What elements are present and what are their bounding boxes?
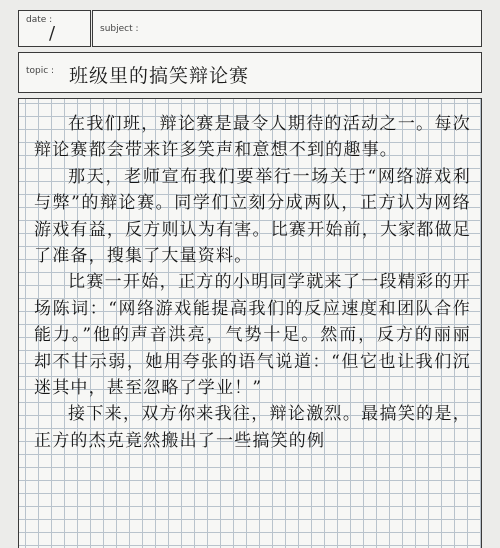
topic-title: 班级里的搞笑辩论赛 [69, 65, 250, 87]
paragraph-4: 接下来，双方你来我往，辩论激烈。最搞笑的是，正方的杰克竟然搬出了一些搞笑的例 [34, 404, 471, 451]
essay-body [34, 111, 471, 454]
subject-label: subject : [100, 24, 139, 34]
grid-paper [18, 98, 482, 548]
date-value: / [49, 23, 56, 44]
subject-field [92, 10, 482, 47]
topic-label: topic : [26, 66, 55, 76]
paragraph-1: 在我们班，辩论赛是最令人期待的活动之一。每次辩论赛都会带来许多笑声和意想不到的趣事。 [34, 114, 471, 161]
topic-field [18, 52, 482, 93]
paragraph-2: 那天，老师宣布我们要举行一场关于“网络游戏利与弊”的辩论赛。同学们立刻分成两队，正方认为网络游戏有益，反方则认为有害。比赛开始前，大家都做足了准备，搜集了大量资料。 [34, 166, 471, 267]
paragraph-3: 比赛一开始，正方的小明同学就来了一段精彩的开场陈词：“网络游戏能提高我们的反应速度和团队合作能力。”他的声音洪亮，气势十足。然而，反方的丽丽却不甘示弱，她用夸张的语气说道：“但它也让我们沉迷其中，甚至忽略了学业！” [34, 272, 471, 399]
date-label: date : [26, 15, 53, 25]
date-field [18, 10, 91, 47]
